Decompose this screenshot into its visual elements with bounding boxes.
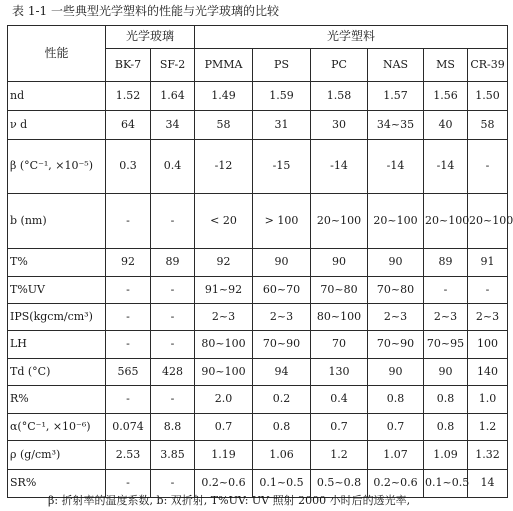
column-header: CR-39	[468, 49, 508, 82]
table-cell: -	[151, 277, 195, 304]
table-cell: 0.4	[151, 140, 195, 194]
row-label: ν d	[8, 111, 106, 140]
table-cell: -15	[253, 140, 311, 194]
table-cell: -	[106, 277, 151, 304]
table-cell: -14	[424, 140, 468, 194]
table-cell: 14	[468, 470, 508, 498]
table-cell: 91	[468, 249, 508, 277]
table-cell: 92	[195, 249, 253, 277]
table-cell: -	[106, 386, 151, 414]
table-cell: -14	[368, 140, 424, 194]
row-label: T%	[8, 249, 106, 277]
table-cell: 90	[311, 249, 368, 277]
table-cell: 1.07	[368, 441, 424, 470]
table-cell: 100	[468, 331, 508, 359]
table-cell: 20~100	[311, 194, 368, 249]
table-row	[8, 331, 508, 359]
table-cell: 0.4	[311, 386, 368, 414]
table-cell: 70~90	[253, 331, 311, 359]
table-cell: 64	[106, 111, 151, 140]
table-cell: 30	[311, 111, 368, 140]
table-row	[8, 194, 508, 249]
row-label: SR%	[8, 470, 106, 498]
table-row	[8, 140, 508, 194]
column-header: BK-7	[106, 49, 151, 82]
table-cell: -	[151, 386, 195, 414]
table-row	[8, 359, 508, 386]
table-cell: 2~3	[424, 304, 468, 331]
table-cell: 1.32	[468, 441, 508, 470]
table-cell: 70~90	[368, 331, 424, 359]
column-header: MS	[424, 49, 468, 82]
row-label: LH	[8, 331, 106, 359]
table-cell: 130	[311, 359, 368, 386]
table-cell: 1.49	[195, 82, 253, 111]
table-cell: -	[106, 304, 151, 331]
table-cell: 92	[106, 249, 151, 277]
table-cell: -	[151, 331, 195, 359]
row-label: Td (°C)	[8, 359, 106, 386]
column-header: PMMA	[195, 49, 253, 82]
table-cell: 3.85	[151, 441, 195, 470]
table-cell: 1.06	[253, 441, 311, 470]
table-cell: 0.2~0.6	[195, 470, 253, 498]
table-cell: 1.56	[424, 82, 468, 111]
table-cell: 565	[106, 359, 151, 386]
table-cell: 58	[195, 111, 253, 140]
table-cell: 1.19	[195, 441, 253, 470]
table-cell: 0.7	[311, 414, 368, 441]
table-row	[8, 249, 508, 277]
table-cell: -	[151, 304, 195, 331]
table-cell: 94	[253, 359, 311, 386]
table-cell: 0.7	[195, 414, 253, 441]
table-cell: 2~3	[368, 304, 424, 331]
footnote: β: 折射率的温度系数, b: 双折射, T%UV: UV 照射 2000 小时后的透光率,	[48, 494, 411, 507]
table-cell: 90	[368, 359, 424, 386]
table-cell: 0.8	[424, 386, 468, 414]
table-cell: 0.2~0.6	[368, 470, 424, 498]
table-cell: -	[151, 470, 195, 498]
table-row	[8, 386, 508, 414]
row-label: β (°C⁻¹, ×10⁻⁵)	[8, 140, 106, 194]
table-cell: -	[468, 277, 508, 304]
table-cell: 8.8	[151, 414, 195, 441]
table-cell: -	[106, 194, 151, 249]
table-cell: 140	[468, 359, 508, 386]
table-cell: 1.50	[468, 82, 508, 111]
table-cell: 70~80	[311, 277, 368, 304]
table-cell: 70	[311, 331, 368, 359]
table-cell: 2.53	[106, 441, 151, 470]
table-cell: 1.0	[468, 386, 508, 414]
table-cell: 0.2	[253, 386, 311, 414]
properties-table	[7, 25, 513, 498]
table-body	[8, 82, 513, 498]
row-label: IPS(kgcm/cm³)	[8, 304, 106, 331]
table-cell: -	[106, 331, 151, 359]
table-cell: 89	[424, 249, 468, 277]
header-group-glass: 光学玻璃	[106, 26, 195, 49]
table-cell: 91~92	[195, 277, 253, 304]
row-label: b (nm)	[8, 194, 106, 249]
table-cell: -	[468, 140, 508, 194]
row-label: ρ (g/cm³)	[8, 441, 106, 470]
table-cell: 1.52	[106, 82, 151, 111]
table-cell: -14	[311, 140, 368, 194]
table-cell: 34	[151, 111, 195, 140]
table-cell: -	[424, 277, 468, 304]
table-cell: -	[151, 194, 195, 249]
table-cell: > 100	[253, 194, 311, 249]
row-label: α(°C⁻¹, ×10⁻⁶)	[8, 414, 106, 441]
table-cell: 20~100	[368, 194, 424, 249]
row-label: nd	[8, 82, 106, 111]
table-cell: 1.09	[424, 441, 468, 470]
table-cell: 428	[151, 359, 195, 386]
table-cell: 0.8	[253, 414, 311, 441]
table-cell: 2~3	[195, 304, 253, 331]
table-cell: 80~100	[195, 331, 253, 359]
table-cell: -	[106, 470, 151, 498]
table-cell: 58	[468, 111, 508, 140]
table-cell: 80~100	[311, 304, 368, 331]
table-row	[8, 414, 508, 441]
table-cell: 1.58	[311, 82, 368, 111]
table-cell: 0.8	[368, 386, 424, 414]
header-property: 性能	[8, 26, 106, 82]
table-cell: 2.0	[195, 386, 253, 414]
table-cell: 60~70	[253, 277, 311, 304]
table-cell: 0.7	[368, 414, 424, 441]
table-cell: < 20	[195, 194, 253, 249]
table-cell: 90~100	[195, 359, 253, 386]
table-cell: 90	[424, 359, 468, 386]
row-label: T%UV	[8, 277, 106, 304]
table-cell: 20~100	[424, 194, 468, 249]
table-cell: 1.59	[253, 82, 311, 111]
column-header: PS	[253, 49, 311, 82]
table-cell: 90	[368, 249, 424, 277]
table-cell: 20~100	[468, 194, 508, 249]
column-header: NAS	[368, 49, 424, 82]
table-row	[8, 111, 508, 140]
table-cell: 2~3	[468, 304, 508, 331]
column-header: SF-2	[151, 49, 195, 82]
table-cell: 34~35	[368, 111, 424, 140]
table-row	[8, 441, 508, 470]
table-row	[8, 82, 508, 111]
table-cell: -12	[195, 140, 253, 194]
table-cell: 0.5~0.8	[311, 470, 368, 498]
table-cell: 70~80	[368, 277, 424, 304]
table-cell: 0.1~0.5	[424, 470, 468, 498]
table-cell: 0.3	[106, 140, 151, 194]
column-header: PC	[311, 49, 368, 82]
table-cell: 1.2	[468, 414, 508, 441]
table-cell: 31	[253, 111, 311, 140]
table-cell: 1.2	[311, 441, 368, 470]
table-cell: 0.074	[106, 414, 151, 441]
table-cell: 90	[253, 249, 311, 277]
table-cell: 2~3	[253, 304, 311, 331]
table-cell: 1.64	[151, 82, 195, 111]
table-cell: 0.8	[424, 414, 468, 441]
table-cell: 0.1~0.5	[253, 470, 311, 498]
table-cell: 89	[151, 249, 195, 277]
table-cell: 40	[424, 111, 468, 140]
table-caption: 表 1-1 一些典型光学塑料的性能与光学玻璃的比较	[12, 4, 279, 18]
table-row	[8, 304, 508, 331]
row-label: R%	[8, 386, 106, 414]
table-row	[8, 277, 508, 304]
table-cell: 1.57	[368, 82, 424, 111]
table-cell: 70~95	[424, 331, 468, 359]
header-group-plastic: 光学塑料	[195, 26, 508, 49]
